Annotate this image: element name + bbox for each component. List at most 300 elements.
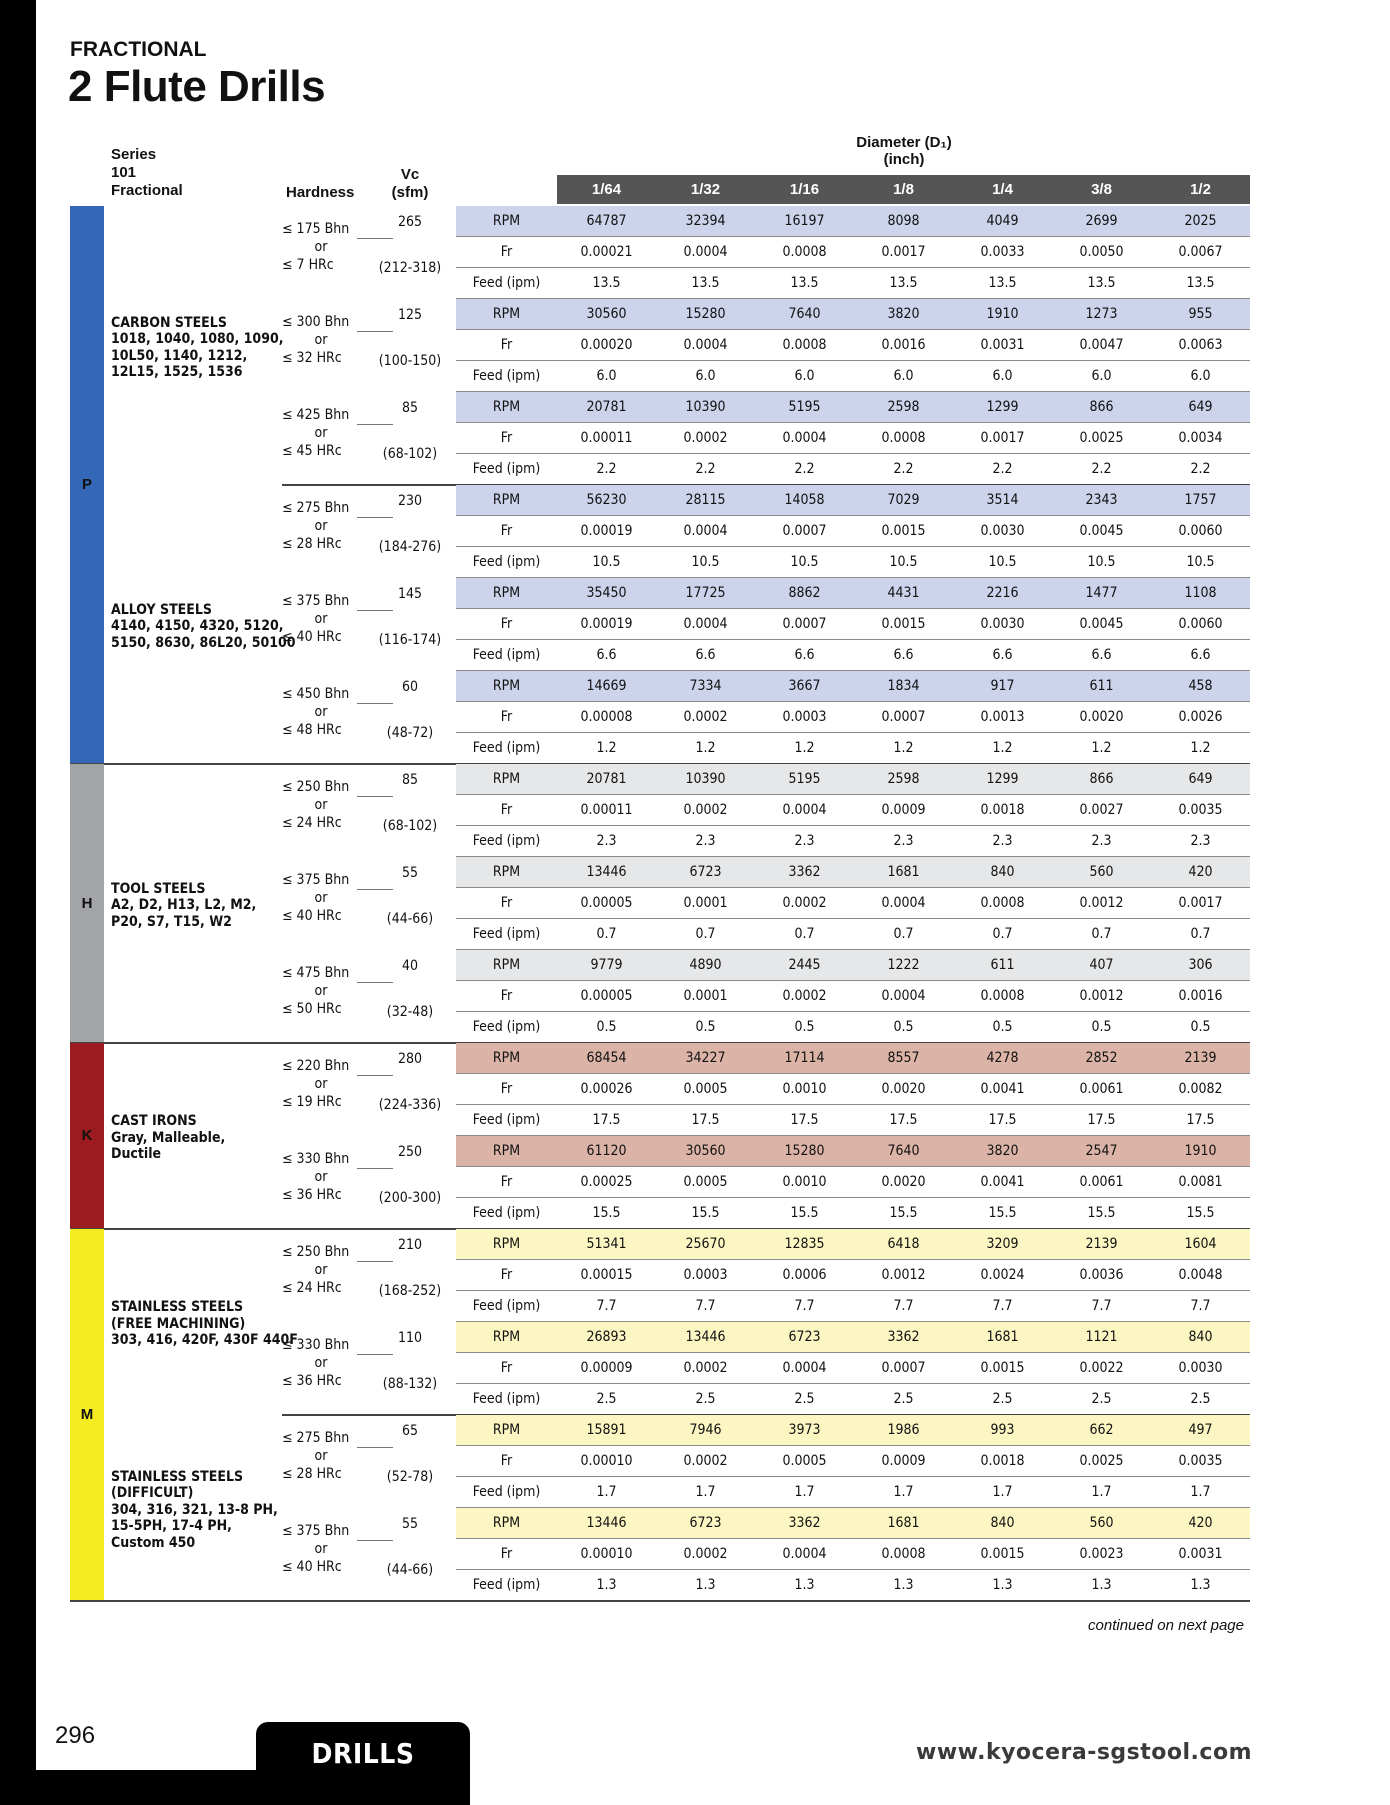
vc-range: (168-252) xyxy=(378,1283,442,1299)
fr-value: 0.0002 xyxy=(683,1546,728,1562)
rpm-value: 2139 xyxy=(1184,1050,1217,1066)
hardness-leader-line xyxy=(357,796,393,797)
fr-value: 0.0016 xyxy=(881,337,926,353)
feed-row xyxy=(456,1291,1250,1322)
fr-value: 0.0012 xyxy=(1079,895,1124,911)
vc-range: (200-300) xyxy=(378,1190,442,1206)
hardness-condition xyxy=(282,964,360,1018)
hardness-hrc: ≤ 45 HRc xyxy=(282,443,342,459)
fr-row xyxy=(456,702,1250,733)
feed-value: 1.2 xyxy=(596,740,617,756)
vc-unit: (sfm) xyxy=(391,184,429,201)
fr-row xyxy=(456,1446,1250,1477)
fr-value: 0.0017 xyxy=(980,430,1025,446)
feed-value: 17.5 xyxy=(1087,1112,1116,1128)
feed-value: 0.5 xyxy=(596,1019,617,1035)
rpm-value: 306 xyxy=(1188,957,1213,973)
hardness-bhn: ≤ 375 Bhn xyxy=(282,872,350,888)
section-tab-label: DRILLS xyxy=(311,1737,415,1770)
fr-value: 0.0030 xyxy=(1178,1360,1223,1376)
rpm-value: 1681 xyxy=(887,864,920,880)
material-name: STAINLESS STEELS xyxy=(111,1299,244,1316)
row-label: Fr xyxy=(500,1360,513,1376)
rpm-value: 1910 xyxy=(986,306,1019,322)
fr-value: 0.0050 xyxy=(1079,244,1124,260)
hardness-or: or xyxy=(314,890,328,906)
rpm-value: 917 xyxy=(990,678,1015,694)
feed-value: 1.3 xyxy=(893,1577,914,1593)
feed-value: 1.7 xyxy=(992,1484,1013,1500)
feed-value: 7.7 xyxy=(1091,1298,1112,1314)
hardness-or: or xyxy=(314,611,328,627)
hardness-bhn: ≤ 450 Bhn xyxy=(282,686,350,702)
rpm-value: 13446 xyxy=(586,864,627,880)
hardness-hrc: ≤ 28 HRc xyxy=(282,536,342,552)
feed-value: 7.7 xyxy=(695,1298,716,1314)
rpm-value: 560 xyxy=(1089,1515,1114,1531)
hardness-or: or xyxy=(314,239,328,255)
vc-value: 65 xyxy=(401,1423,419,1439)
fr-row xyxy=(456,330,1250,361)
hardness-bhn: ≤ 220 Bhn xyxy=(282,1058,350,1074)
material-grades xyxy=(111,618,296,651)
row-label: RPM xyxy=(492,1143,521,1159)
feed-value: 13.5 xyxy=(1087,275,1116,291)
feed-value: 0.7 xyxy=(1190,926,1211,942)
rpm-value: 12835 xyxy=(784,1236,825,1252)
feed-value: 17.5 xyxy=(1186,1112,1215,1128)
diameter-header xyxy=(826,134,982,168)
hardness-bhn: ≤ 250 Bhn xyxy=(282,779,350,795)
fr-row xyxy=(456,1167,1250,1198)
row-label: Fr xyxy=(500,337,513,353)
feed-value: 6.6 xyxy=(893,647,914,663)
feed-value: 1.3 xyxy=(596,1577,617,1593)
fr-value: 0.0031 xyxy=(980,337,1025,353)
fr-value: 0.0035 xyxy=(1178,1453,1223,1469)
rpm-value: 1910 xyxy=(1184,1143,1217,1159)
fr-value: 0.0002 xyxy=(782,895,827,911)
vc-range: (68-102) xyxy=(382,818,438,834)
rpm-value: 4890 xyxy=(689,957,722,973)
fr-value: 0.00011 xyxy=(580,802,633,818)
rpm-value: 28115 xyxy=(685,492,726,508)
vc-value: 55 xyxy=(401,865,419,881)
feed-value: 17.5 xyxy=(592,1112,621,1128)
row-label: Fr xyxy=(500,430,513,446)
hardness-hrc: ≤ 32 HRc xyxy=(282,350,342,366)
fr-value: 0.0010 xyxy=(782,1081,827,1097)
fr-value: 0.0002 xyxy=(683,709,728,725)
fr-value: 0.00015 xyxy=(580,1267,633,1283)
rpm-value: 1604 xyxy=(1184,1236,1217,1252)
rpm-value: 2852 xyxy=(1085,1050,1118,1066)
fr-value: 0.0063 xyxy=(1178,337,1223,353)
feed-value: 13.5 xyxy=(1186,275,1215,291)
vc-value: 125 xyxy=(397,307,423,323)
hardness-leader-line xyxy=(357,1075,393,1076)
feed-value: 17.5 xyxy=(790,1112,819,1128)
row-label: RPM xyxy=(492,1422,521,1438)
fr-value: 0.0041 xyxy=(980,1081,1025,1097)
hardness-condition xyxy=(282,685,360,739)
rpm-value: 64787 xyxy=(586,213,627,229)
row-label: Feed (ipm) xyxy=(472,833,541,849)
row-label: RPM xyxy=(492,864,521,880)
feed-value: 2.3 xyxy=(992,833,1013,849)
material-group-letter: K xyxy=(81,1127,93,1144)
feed-value: 2.5 xyxy=(596,1391,617,1407)
fr-value: 0.00010 xyxy=(580,1453,633,1469)
fr-value: 0.0015 xyxy=(980,1546,1025,1562)
vc-range: (52-78) xyxy=(386,1469,434,1485)
rpm-value: 840 xyxy=(1188,1329,1213,1345)
feed-value: 1.3 xyxy=(992,1577,1013,1593)
rpm-value: 20781 xyxy=(586,771,627,787)
fr-value: 0.0036 xyxy=(1079,1267,1124,1283)
feed-value: 0.5 xyxy=(794,1019,815,1035)
rpm-value: 6723 xyxy=(788,1329,821,1345)
fr-value: 0.00021 xyxy=(580,244,633,260)
rpm-value: 17114 xyxy=(784,1050,825,1066)
fr-value: 0.0017 xyxy=(1178,895,1223,911)
rpm-value: 649 xyxy=(1188,399,1213,415)
feed-value: 1.3 xyxy=(1190,1577,1211,1593)
rpm-value: 1681 xyxy=(986,1329,1019,1345)
feed-value: 13.5 xyxy=(592,275,621,291)
hardness-condition xyxy=(282,592,360,646)
fr-value: 0.0004 xyxy=(683,337,728,353)
rpm-value: 56230 xyxy=(586,492,627,508)
fr-value: 0.0012 xyxy=(881,1267,926,1283)
rpm-value: 611 xyxy=(990,957,1015,973)
fr-value: 0.0007 xyxy=(881,709,926,725)
fr-value: 0.0005 xyxy=(683,1081,728,1097)
feed-value: 1.2 xyxy=(794,740,815,756)
fr-value: 0.0045 xyxy=(1079,523,1124,539)
rpm-value: 2343 xyxy=(1085,492,1118,508)
fr-value: 0.0004 xyxy=(881,988,926,1004)
hardness-or: or xyxy=(314,983,328,999)
feed-value: 6.0 xyxy=(596,368,617,384)
fr-value: 0.0003 xyxy=(683,1267,728,1283)
material-grades xyxy=(111,897,256,930)
row-label: Fr xyxy=(500,1174,513,1190)
rpm-value: 7946 xyxy=(689,1422,722,1438)
fr-value: 0.0018 xyxy=(980,1453,1025,1469)
vc-range: (88-132) xyxy=(382,1376,438,1392)
material-description xyxy=(111,1113,225,1163)
fr-value: 0.0002 xyxy=(683,430,728,446)
diameter-col: 1/64 xyxy=(591,181,622,198)
material-grade-line: (DIFFICULT) xyxy=(111,1485,194,1502)
material-name: TOOL STEELS xyxy=(111,880,206,897)
hardness-leader-line xyxy=(357,889,393,890)
rpm-value: 1273 xyxy=(1085,306,1118,322)
row-label: Fr xyxy=(500,709,513,725)
hardness-hrc: ≤ 48 HRc xyxy=(282,722,342,738)
feed-value: 13.5 xyxy=(988,275,1017,291)
rpm-value: 1222 xyxy=(887,957,920,973)
material-grades xyxy=(111,1130,225,1163)
feed-value: 15.5 xyxy=(592,1205,621,1221)
material-grades xyxy=(111,1485,278,1551)
material-grade-line: 10L50, 1140, 1212, xyxy=(111,347,248,364)
feed-value: 15.5 xyxy=(889,1205,918,1221)
fr-row xyxy=(456,795,1250,826)
diameter-col: 1/32 xyxy=(690,181,721,198)
row-label: RPM xyxy=(492,957,521,973)
rpm-value: 560 xyxy=(1089,864,1114,880)
fr-value: 0.0020 xyxy=(881,1081,926,1097)
series-type: Fractional xyxy=(111,182,183,199)
hardness-leader-line xyxy=(357,1354,393,1355)
feed-row xyxy=(456,733,1250,764)
feed-value: 10.5 xyxy=(790,554,819,570)
fr-value: 0.0030 xyxy=(980,616,1025,632)
fr-value: 0.0004 xyxy=(782,802,827,818)
fr-value: 0.0030 xyxy=(980,523,1025,539)
material-description xyxy=(111,1299,298,1349)
hardness-hrc: ≤ 24 HRc xyxy=(282,1280,342,1296)
fr-value: 0.00019 xyxy=(580,616,633,632)
rpm-value: 16197 xyxy=(784,213,825,229)
hardness-bhn: ≤ 375 Bhn xyxy=(282,1523,350,1539)
feed-value: 6.6 xyxy=(1190,647,1211,663)
feed-value: 15.5 xyxy=(1087,1205,1116,1221)
fr-value: 0.0023 xyxy=(1079,1546,1124,1562)
feed-value: 1.7 xyxy=(893,1484,914,1500)
fr-row xyxy=(456,1353,1250,1384)
fr-value: 0.0026 xyxy=(1178,709,1223,725)
fr-value: 0.00005 xyxy=(580,988,633,1004)
material-grades xyxy=(111,1316,298,1349)
fr-value: 0.0004 xyxy=(683,523,728,539)
rpm-value: 8557 xyxy=(887,1050,920,1066)
fr-value: 0.0002 xyxy=(683,1453,728,1469)
feed-value: 13.5 xyxy=(889,275,918,291)
fr-value: 0.00025 xyxy=(580,1174,633,1190)
material-grade-line: Gray, Malleable, xyxy=(111,1129,226,1146)
rpm-value: 611 xyxy=(1089,678,1114,694)
rpm-value: 840 xyxy=(990,864,1015,880)
series-label: Series xyxy=(111,146,157,163)
rpm-value: 2547 xyxy=(1085,1143,1118,1159)
material-grade-line: 303, 416, 420F, 430F 440F xyxy=(111,1332,298,1349)
rpm-value: 3820 xyxy=(887,306,920,322)
feed-value: 7.7 xyxy=(893,1298,914,1314)
rpm-value: 2139 xyxy=(1085,1236,1118,1252)
feed-value: 2.5 xyxy=(794,1391,815,1407)
fr-value: 0.0007 xyxy=(881,1360,926,1376)
rpm-row xyxy=(456,1415,1250,1446)
hardness-hrc: ≤ 7 HRc xyxy=(282,257,334,273)
fr-value: 0.0020 xyxy=(1079,709,1124,725)
row-label: Feed (ipm) xyxy=(472,554,541,570)
feed-value: 6.0 xyxy=(893,368,914,384)
feed-row xyxy=(456,826,1250,857)
fr-row xyxy=(456,888,1250,919)
hardness-condition xyxy=(282,1150,360,1204)
row-label: Fr xyxy=(500,523,513,539)
feed-value: 17.5 xyxy=(889,1112,918,1128)
rpm-value: 4278 xyxy=(986,1050,1019,1066)
feed-value: 2.3 xyxy=(794,833,815,849)
material-group-letter: M xyxy=(80,1406,94,1423)
feed-value: 1.7 xyxy=(794,1484,815,1500)
fr-value: 0.0015 xyxy=(881,616,926,632)
rpm-value: 61120 xyxy=(586,1143,627,1159)
fr-value: 0.0067 xyxy=(1178,244,1223,260)
vc-range: (100-150) xyxy=(378,353,442,369)
fr-value: 0.0018 xyxy=(980,802,1025,818)
rpm-value: 15891 xyxy=(586,1422,627,1438)
page-number: 296 xyxy=(55,1722,96,1749)
material-group-letter: P xyxy=(81,476,92,493)
feed-value: 1.2 xyxy=(1190,740,1211,756)
feed-value: 0.7 xyxy=(794,926,815,942)
rpm-row xyxy=(456,578,1250,609)
feed-value: 10.5 xyxy=(1186,554,1215,570)
rpm-value: 1834 xyxy=(887,678,920,694)
row-label: Fr xyxy=(500,802,513,818)
rpm-value: 4431 xyxy=(887,585,920,601)
rpm-value: 25670 xyxy=(685,1236,726,1252)
feed-value: 7.7 xyxy=(596,1298,617,1314)
rpm-value: 15280 xyxy=(784,1143,825,1159)
feed-value: 7.7 xyxy=(1190,1298,1211,1314)
feed-value: 2.2 xyxy=(992,461,1013,477)
feed-value: 2.3 xyxy=(695,833,716,849)
fr-value: 0.0020 xyxy=(881,1174,926,1190)
hardness-bhn: ≤ 250 Bhn xyxy=(282,1244,350,1260)
rpm-row xyxy=(456,857,1250,888)
vc-value: 280 xyxy=(397,1051,423,1067)
fr-row xyxy=(456,609,1250,640)
feed-value: 2.5 xyxy=(1091,1391,1112,1407)
row-label: Feed (ipm) xyxy=(472,1298,541,1314)
rpm-value: 7334 xyxy=(689,678,722,694)
feed-value: 6.6 xyxy=(794,647,815,663)
material-description xyxy=(111,881,256,931)
feed-value: 6.0 xyxy=(794,368,815,384)
rpm-value: 10390 xyxy=(685,399,726,415)
rpm-row xyxy=(456,764,1250,795)
rpm-value: 32394 xyxy=(685,213,726,229)
vc-value: 250 xyxy=(397,1144,423,1160)
rpm-value: 1986 xyxy=(887,1422,920,1438)
fr-value: 0.0008 xyxy=(881,1546,926,1562)
fr-value: 0.0041 xyxy=(980,1174,1025,1190)
material-grade-line: P20, S7, T15, W2 xyxy=(111,913,232,930)
rpm-value: 1121 xyxy=(1085,1329,1118,1345)
feed-value: 2.2 xyxy=(893,461,914,477)
feed-value: 0.5 xyxy=(893,1019,914,1035)
continued-note: continued on next page xyxy=(1088,1617,1244,1634)
diameter-col: 1/16 xyxy=(789,181,820,198)
vc-range: (224-336) xyxy=(378,1097,442,1113)
fr-value: 0.0015 xyxy=(980,1360,1025,1376)
feed-row xyxy=(456,1477,1250,1508)
hardness-or: or xyxy=(314,332,328,348)
vc-value: 230 xyxy=(397,493,423,509)
vc-range: (44-66) xyxy=(386,1562,434,1578)
feed-value: 13.5 xyxy=(790,275,819,291)
rpm-value: 2598 xyxy=(887,399,920,415)
vc-range: (68-102) xyxy=(382,446,438,462)
hardness-leader-line xyxy=(357,331,393,332)
feed-value: 2.3 xyxy=(596,833,617,849)
hardness-bhn: ≤ 175 Bhn xyxy=(282,221,350,237)
hardness-bhn: ≤ 425 Bhn xyxy=(282,407,350,423)
hardness-condition xyxy=(282,1429,360,1483)
feed-value: 2.3 xyxy=(1190,833,1211,849)
hardness-condition xyxy=(282,1522,360,1576)
row-label: Feed (ipm) xyxy=(472,461,541,477)
row-label: Feed (ipm) xyxy=(472,1112,541,1128)
row-label: RPM xyxy=(492,585,521,601)
feed-row xyxy=(456,1570,1250,1601)
feed-value: 1.2 xyxy=(992,740,1013,756)
fr-value: 0.00020 xyxy=(580,337,633,353)
fr-value: 0.0001 xyxy=(683,988,728,1004)
hardness-condition xyxy=(282,1336,360,1390)
fr-value: 0.0060 xyxy=(1178,523,1223,539)
row-label: Fr xyxy=(500,1081,513,1097)
row-label: Feed (ipm) xyxy=(472,368,541,384)
hardness-condition xyxy=(282,1057,360,1111)
rpm-value: 14669 xyxy=(586,678,627,694)
rpm-value: 10390 xyxy=(685,771,726,787)
hardness-leader-line xyxy=(357,424,393,425)
vc-range: (48-72) xyxy=(386,725,434,741)
rpm-value: 14058 xyxy=(784,492,825,508)
fr-value: 0.0008 xyxy=(980,895,1025,911)
rpm-value: 35450 xyxy=(586,585,627,601)
row-label: RPM xyxy=(492,771,521,787)
hardness-bhn: ≤ 300 Bhn xyxy=(282,314,350,330)
hardness-leader-line xyxy=(357,1447,393,1448)
vc-range: (44-66) xyxy=(386,911,434,927)
rpm-value: 420 xyxy=(1188,1515,1213,1531)
hardness-leader-line xyxy=(357,517,393,518)
hardness-condition xyxy=(282,220,360,274)
rpm-value: 3362 xyxy=(788,1515,821,1531)
row-label: Feed (ipm) xyxy=(472,1391,541,1407)
fr-value: 0.0081 xyxy=(1178,1174,1223,1190)
feed-value: 2.3 xyxy=(893,833,914,849)
hardness-condition xyxy=(282,406,360,460)
material-name: CARBON STEELS xyxy=(111,314,227,331)
rpm-value: 8862 xyxy=(788,585,821,601)
feed-value: 7.7 xyxy=(992,1298,1013,1314)
fr-value: 0.0004 xyxy=(683,244,728,260)
fr-row xyxy=(456,423,1250,454)
feed-value: 10.5 xyxy=(1087,554,1116,570)
hardness-bhn: ≤ 475 Bhn xyxy=(282,965,350,981)
feed-value: 15.5 xyxy=(790,1205,819,1221)
row-label: RPM xyxy=(492,213,521,229)
rpm-value: 3667 xyxy=(788,678,821,694)
row-label: RPM xyxy=(492,399,521,415)
fr-value: 0.0027 xyxy=(1079,802,1124,818)
fr-row xyxy=(456,516,1250,547)
row-label: Feed (ipm) xyxy=(472,1577,541,1593)
hardness-or: or xyxy=(314,425,328,441)
fr-value: 0.0008 xyxy=(782,337,827,353)
material-grade-line: 304, 316, 321, 13-8 PH, xyxy=(111,1501,278,1518)
hardness-hrc: ≤ 19 HRc xyxy=(282,1094,342,1110)
